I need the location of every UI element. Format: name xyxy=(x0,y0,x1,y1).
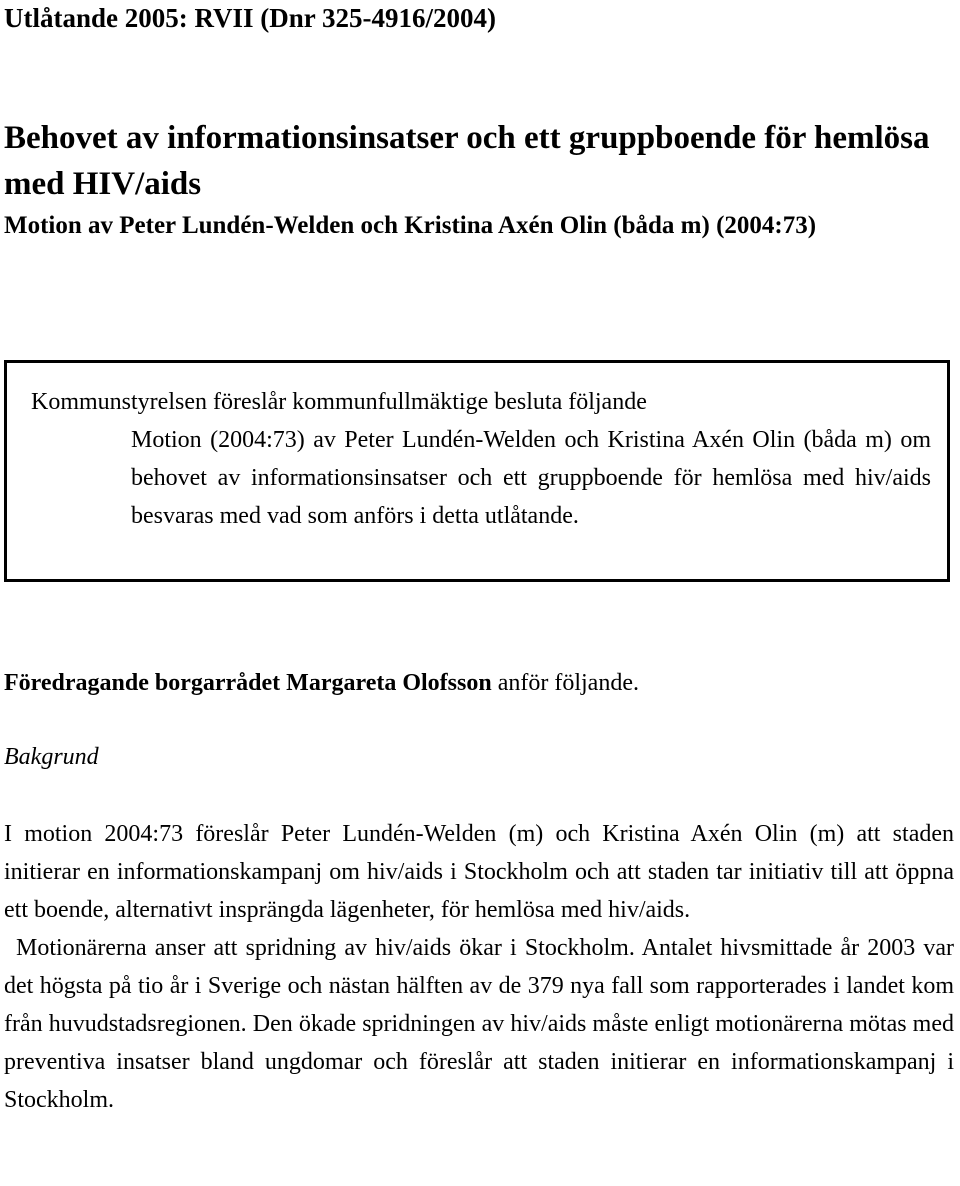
proposal-box xyxy=(4,360,950,582)
background-paragraph-2: Motionärerna anser att spridning av hiv/aids ökar i Stockholm. Antalet hivsmittade år 2003 var det högsta på tio år i Sverige och nästan hälften av de 379 nya fall som rapporterades i landet kom från huvudstadsregionen. Den ökade spridningen av hiv/aids måste enligt motionärerna mötas med preventiva insatser bland ungdomar och föreslår att staden initierar en informationskampanj i Stockholm. xyxy=(4,935,954,1113)
presenter-name: Föredragande borgarrådet Margareta Olofsson xyxy=(4,670,492,696)
document-title: Behovet av informationsinsatser och ett gruppboende för hemlösa med HIV/aids xyxy=(4,120,930,202)
presenter-suffix: anför följande. xyxy=(491,670,639,696)
proposal-text: Motion (2004:73) av Peter Lundén-Welden och Kristina Axén Olin (båda m) om behovet av informationsinsatser och ett gruppboende för hemlösa med hiv/aids besvaras med vad som anförs i detta utlåtande. xyxy=(131,427,931,529)
document-reference: Utlåtande 2005: RVII (Dnr 325-4916/2004) xyxy=(4,3,497,33)
presenter-line xyxy=(4,666,639,700)
document-subtitle: Motion av Peter Lundén-Welden och Kristina Axén Olin (båda m) (2004:73) xyxy=(4,212,817,239)
proposal-intro: Kommunstyrelsen föreslår kommunfullmäktige besluta följande xyxy=(31,389,647,415)
background-paragraph-1: I motion 2004:73 föreslår Peter Lundén-Welden (m) och Kristina Axén Olin (m) att staden initierar en informationskampanj om hiv/aids i Stockholm och att staden tar initiativ till att öppna ett boende, alternativt insprängda lägenheter, för hemlösa med hiv/aids. xyxy=(4,821,954,923)
background-body xyxy=(4,815,954,1119)
section-heading-background: Bakgrund xyxy=(4,744,99,770)
